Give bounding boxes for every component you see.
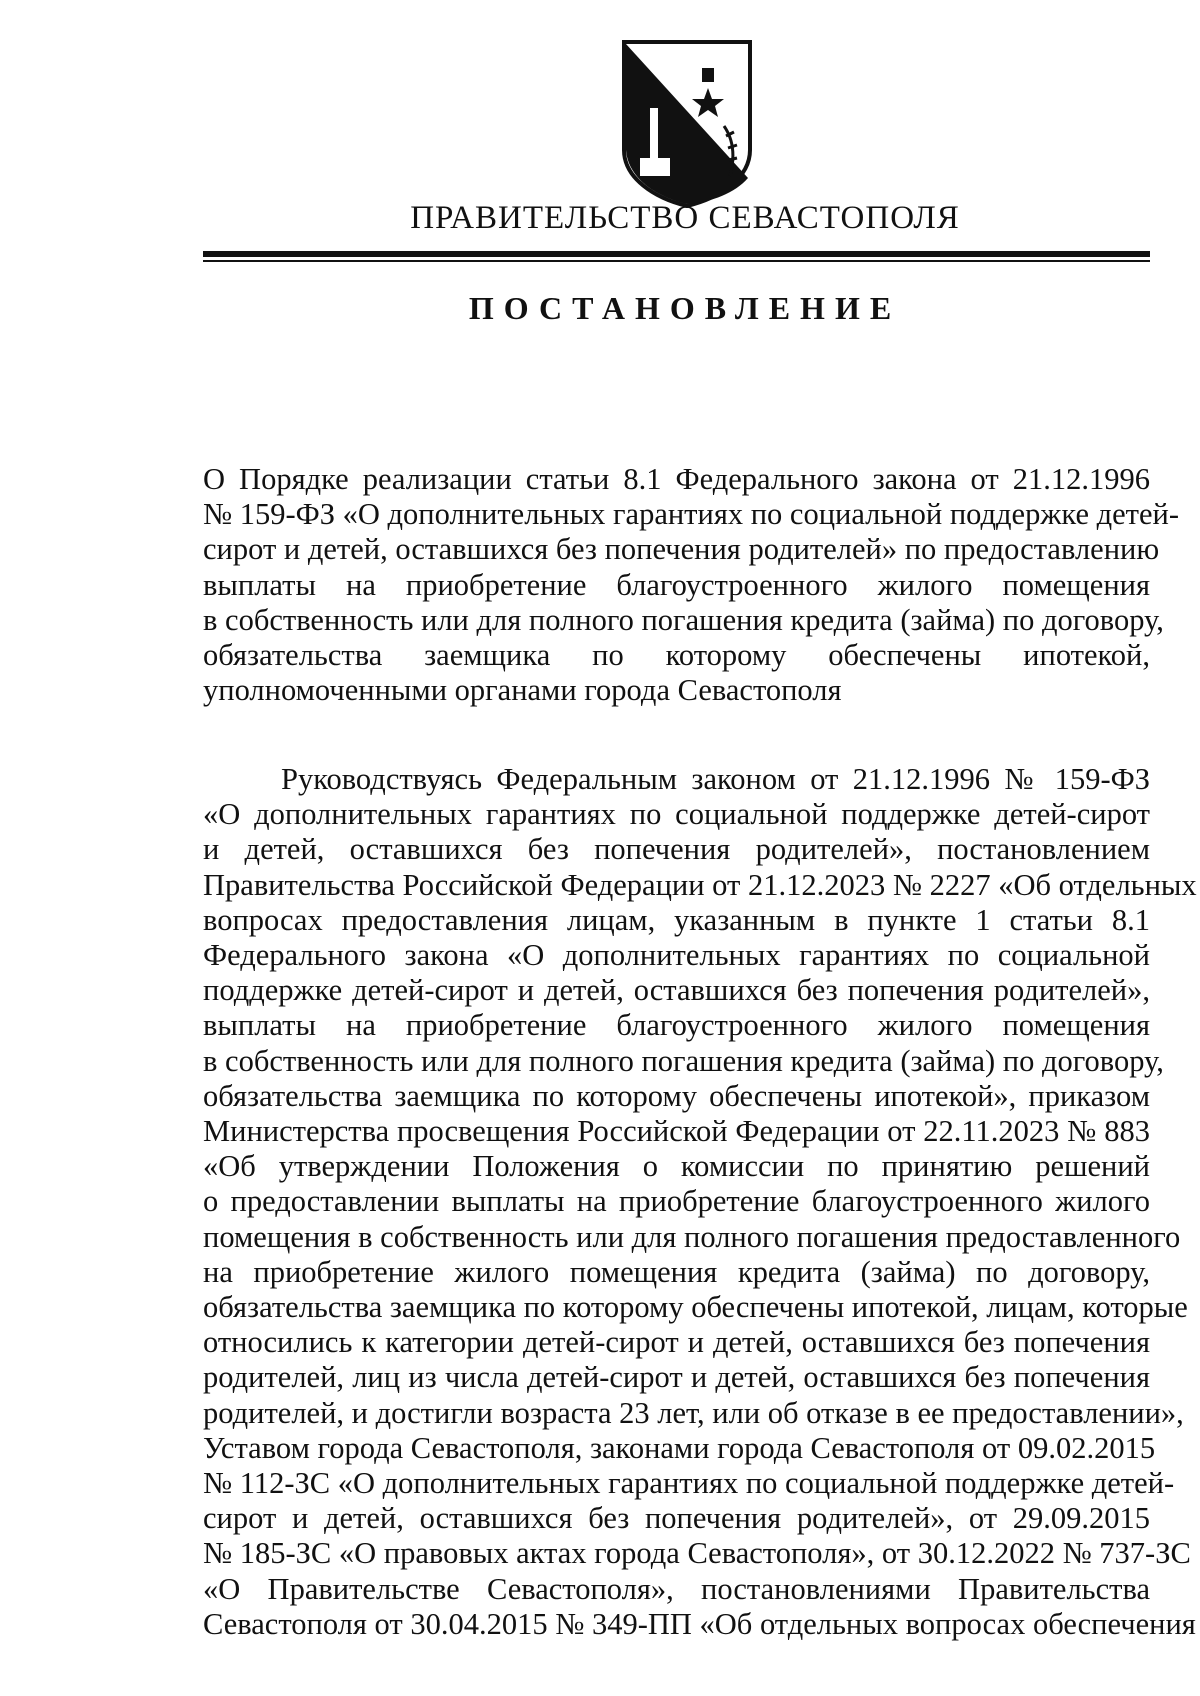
body-line: № 112-ЗС «О дополнительных гарантиях по социальной поддержке детей- bbox=[203, 1466, 1175, 1501]
body-line: поддержке детей-сирот и детей, оставшихся без попечения родителей», bbox=[203, 973, 1150, 1008]
body-line: Федерального закона «О дополнительных гарантиях по социальной bbox=[203, 938, 1150, 973]
body-line: № 185-ЗС «О правовых актах города Севастополя», от 30.12.2022 № 737-ЗС bbox=[203, 1536, 1191, 1571]
body-line: на приобретение жилого помещения кредита (займа) по договору, bbox=[203, 1254, 1150, 1289]
document-type-title: ПОСТАНОВЛЕНИЕ bbox=[468, 290, 902, 326]
subject-line: обязательства заемщика по которому обеспечены ипотекой, bbox=[203, 638, 1150, 673]
body-line: выплаты на приобретение благоустроенного жилого помещения bbox=[203, 1008, 1150, 1043]
body-line: «О Правительстве Севастополя», постановлениями Правительства bbox=[203, 1571, 1150, 1606]
body-line: Министерства просвещения Российской Федерации от 22.11.2023 № 883 bbox=[203, 1114, 1150, 1149]
government-title: ПРАВИТЕЛЬСТВО СЕВАСТОПОЛЯ bbox=[410, 200, 960, 236]
body-line: Уставом города Севастополя, законами города Севастополя от 09.02.2015 bbox=[203, 1430, 1156, 1465]
subject-line: О Порядке реализации статьи 8.1 Федерального закона от 21.12.1996 bbox=[203, 462, 1150, 496]
body-line: помещения в собственность или для полного погашения предоставленного bbox=[203, 1219, 1181, 1254]
subject-line: выплаты на приобретение благоустроенного жилого помещения bbox=[203, 567, 1150, 602]
header-rule-thin bbox=[203, 260, 1150, 262]
body-line: Правительства Российской Федерации от 21.12.2023 № 2227 «Об отдельных bbox=[203, 867, 1197, 902]
subject-line: уполномоченными органами города Севастополя bbox=[203, 673, 842, 708]
body-line: в собственность или для полного погашения кредита (займа) по договору, bbox=[203, 1043, 1164, 1078]
body-line: Руководствуясь Федеральным законом от 21.12.1996 № 159-ФЗ bbox=[281, 762, 1150, 796]
decree-preamble bbox=[203, 762, 1197, 1642]
body-line: Севастополя от 30.04.2015 № 349-ПП «Об отдельных вопросах обеспечения bbox=[203, 1606, 1196, 1641]
body-line: относились к категории детей-сирот и детей, оставшихся без попечения bbox=[203, 1325, 1150, 1360]
body-line: сирот и детей, оставшихся без попечения родителей», от 29.09.2015 bbox=[203, 1501, 1150, 1536]
header-rule-thick bbox=[203, 251, 1150, 257]
subject-line: № 159-ФЗ «О дополнительных гарантиях по социальной поддержке детей- bbox=[203, 497, 1180, 532]
body-line: «Об утверждении Положения о комиссии по принятию решений bbox=[203, 1149, 1150, 1184]
body-line: и детей, оставшихся без попечения родителей», постановлением bbox=[203, 832, 1150, 867]
body-line: родителей, и достигли возраста 23 лет, или об отказе в ее предоставлении», bbox=[203, 1395, 1184, 1430]
body-line: обязательства заемщика по которому обеспечены ипотекой, лицам, которые bbox=[203, 1290, 1188, 1325]
subject-line: сирот и детей, оставшихся без попечения родителей» по предоставлению bbox=[203, 532, 1160, 567]
sevastopol-coat-of-arms-icon bbox=[620, 38, 754, 210]
body-line: о предоставлении выплаты на приобретение благоустроенного жилого bbox=[203, 1184, 1150, 1219]
subject-line: в собственность или для полного погашения кредита (займа) по договору, bbox=[203, 602, 1164, 637]
body-line: родителей, лиц из числа детей-сирот и детей, оставшихся без попечения bbox=[203, 1360, 1150, 1395]
body-line: «О дополнительных гарантиях по социальной поддержке детей-сирот bbox=[203, 797, 1150, 832]
decree-subject bbox=[203, 462, 1180, 708]
body-line: вопросах предоставления лицам, указанным в пункте 1 статьи 8.1 bbox=[203, 902, 1150, 937]
body-line: обязательства заемщика по которому обеспечены ипотекой», приказом bbox=[203, 1078, 1150, 1113]
